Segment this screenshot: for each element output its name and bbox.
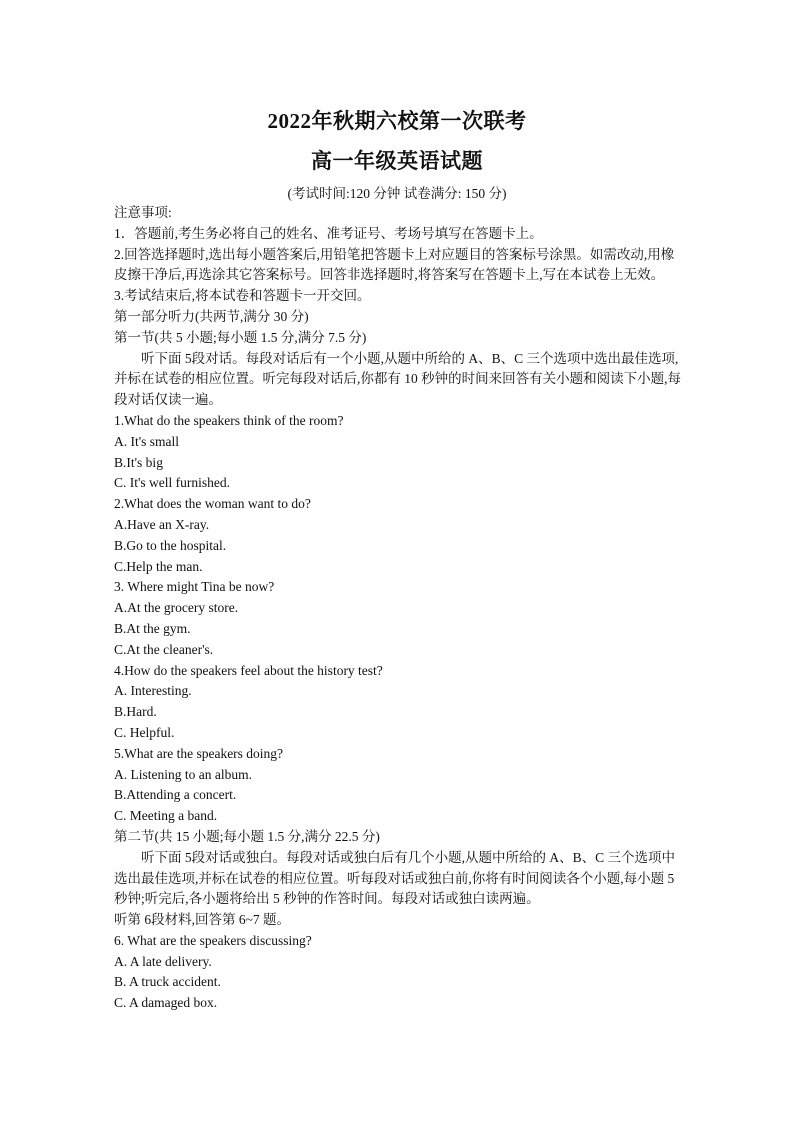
option-c: C. A damaged box. xyxy=(114,995,218,1011)
question-block xyxy=(114,744,686,827)
question-text: 1.What do the speakers think of the room? xyxy=(114,412,344,428)
option-b: B.At the gym. xyxy=(114,620,191,636)
question-block xyxy=(114,494,686,577)
part1-heading: 第一部分听力(共两节,满分 30 分) xyxy=(114,308,309,324)
question-text: 2.What does the woman want to do? xyxy=(114,496,311,512)
option-c: C. It's well furnished. xyxy=(114,475,231,491)
exam-body xyxy=(114,203,686,1014)
exam-subtitle: 高一年级英语试题 xyxy=(311,149,483,173)
exam-title: 2022年秋期六校第一次联考 xyxy=(267,109,527,133)
exam-info: (考试时间:120 分钟 试卷满分: 150 分) xyxy=(287,186,507,201)
question-text: 6. What are the speakers discussing? xyxy=(114,932,312,948)
option-b: B.It's big xyxy=(114,454,163,470)
section2-instructions: 听下面 5段对话或独白。每段对话或独白后有几个小题,从题中所给的 A、B、C 三个选项中选出最佳选项,并标在试卷的相应位置。听每段对话或独白前,你将有时间阅读各个小题,每小题 5 秒钟;听完后,各小题将给出 5 秒钟的作答时间。每段对话或独白读两遍。 xyxy=(114,849,676,907)
option-c: C.Help the man. xyxy=(114,558,203,574)
notice-item: 2.回答选择题时,选出每小题答案后,用铅笔把答题卡上对应题目的答案标号涂黑。如需改动,用橡皮擦干净后,再选涂其它答案标号。回答非选择题时,将答案写在答题卡上,写在本试卷上无效。 xyxy=(114,246,675,283)
option-a: A. It's small xyxy=(114,433,180,449)
option-a: A.At the grocery store. xyxy=(114,600,239,616)
section1-instructions: 听下面 5段对话。每段对话后有一个小题,从题中所给的 A、B、C 三个选项中选出最佳选项,并标在试卷的相应位置。听完每段对话后,你都有 10 秒钟的时间来回答有关小题和阅读下小题,每段对话仅读一遍。 xyxy=(114,350,681,408)
option-b: B.Hard. xyxy=(114,704,157,720)
question-block xyxy=(114,661,686,744)
question-block xyxy=(114,577,686,660)
question-block xyxy=(114,411,686,494)
question-block xyxy=(114,931,686,1014)
material-note: 听第 6段材料,回答第 6~7 题。 xyxy=(114,912,291,928)
option-c: C. Meeting a band. xyxy=(114,808,218,824)
option-a: A.Have an X-ray. xyxy=(114,516,210,532)
option-c: C.At the cleaner's. xyxy=(114,641,214,657)
notice-item: 3.考试结束后,将本试卷和答题卡一开交回。 xyxy=(114,288,371,304)
section2-heading: 第二节(共 15 小题;每小题 1.5 分,满分 22.5 分) xyxy=(114,828,380,844)
option-c: C. Helpful. xyxy=(114,724,175,740)
option-b: B.Go to the hospital. xyxy=(114,537,227,553)
option-b: B.Attending a concert. xyxy=(114,787,237,803)
section1-heading: 第一节(共 5 小题;每小题 1.5 分,满分 7.5 分) xyxy=(114,329,367,345)
option-a: A. Listening to an album. xyxy=(114,766,252,782)
option-b: B. A truck accident. xyxy=(114,974,221,990)
notice-item: 1．答题前,考生务必将自己的姓名、准考证号、考场号填写在答题卡上。 xyxy=(114,225,543,241)
question-text: 5.What are the speakers doing? xyxy=(114,745,284,761)
question-text: 4.How do the speakers feel about the history test? xyxy=(114,662,383,678)
option-a: A. Interesting. xyxy=(114,683,192,699)
notice-heading: 注意事项: xyxy=(114,205,172,220)
question-text: 3. Where might Tina be now? xyxy=(114,579,275,595)
option-a: A. A late delivery. xyxy=(114,953,212,969)
